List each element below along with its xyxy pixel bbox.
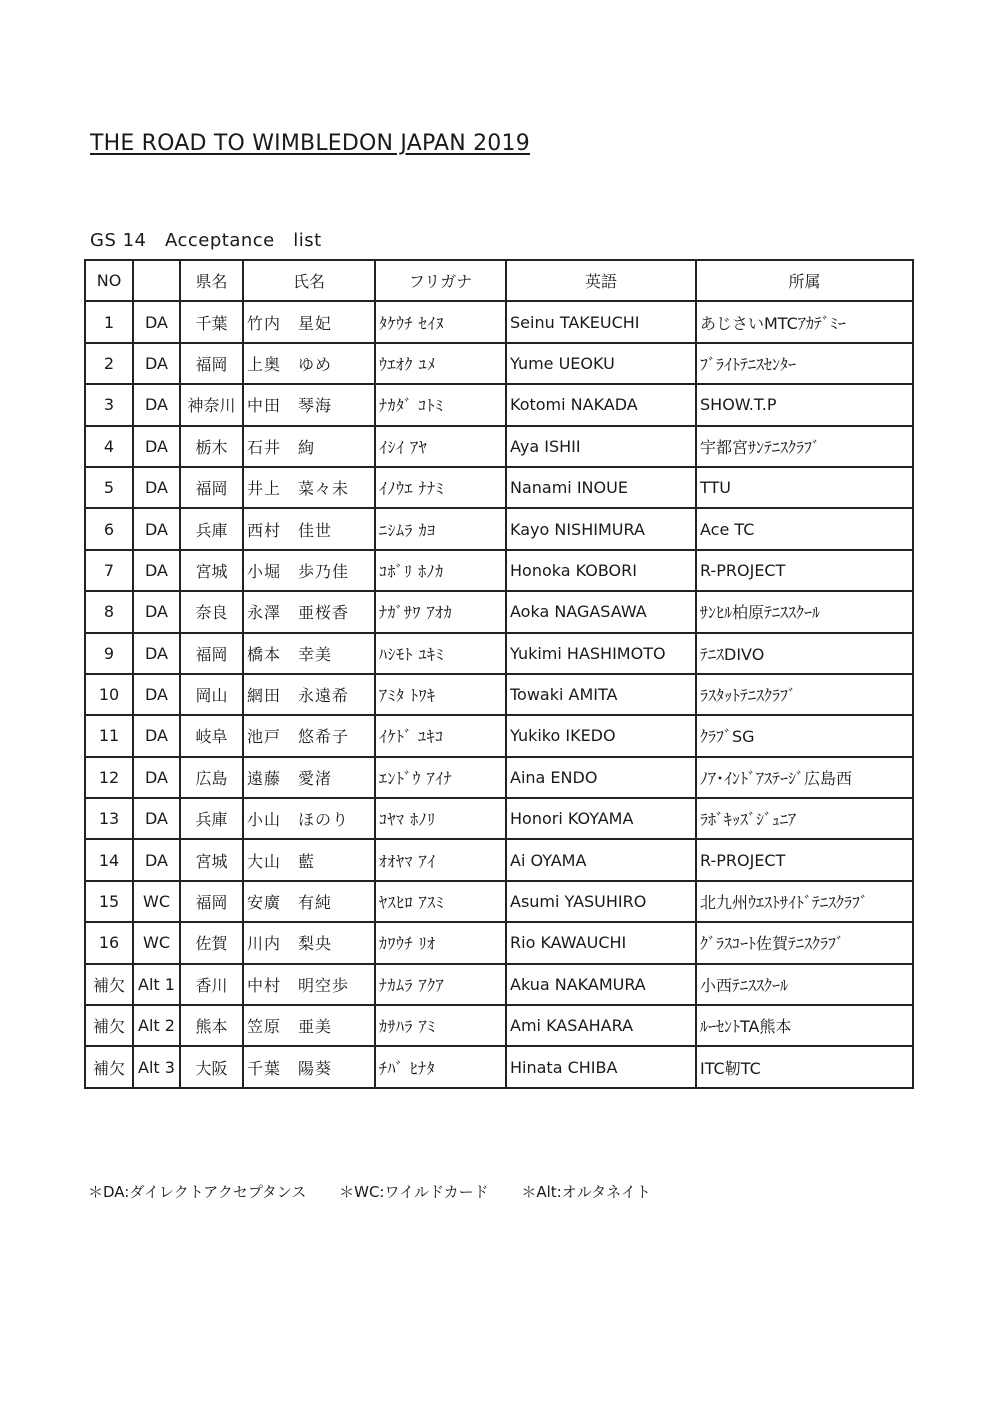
cell-club: R-PROJECT	[696, 550, 913, 591]
cell-type: DA	[133, 674, 180, 715]
cell-prefecture: 岡山	[180, 674, 243, 715]
cell-furigana: ﾅｶﾀﾞ ｺﾄﾐ	[375, 384, 506, 425]
cell-no: 1	[85, 301, 133, 342]
header-english: 英語	[506, 260, 696, 301]
cell-name: 遠藤 愛渚	[243, 757, 375, 798]
table-row	[85, 426, 913, 467]
cell-name: 橋本 幸美	[243, 633, 375, 674]
cell-club: ﾃﾆｽDIVO	[696, 633, 913, 674]
cell-type: DA	[133, 301, 180, 342]
cell-prefecture: 兵庫	[180, 798, 243, 839]
cell-no: 3	[85, 384, 133, 425]
cell-prefecture: 宮城	[180, 839, 243, 880]
cell-name: 井上 菜々未	[243, 467, 375, 508]
cell-furigana: ｲｹﾄﾞ ﾕｷｺ	[375, 715, 506, 756]
cell-english: Aina ENDO	[506, 757, 696, 798]
table-row	[85, 1046, 913, 1087]
cell-name: 安廣 有純	[243, 881, 375, 922]
cell-prefecture: 福岡	[180, 881, 243, 922]
acceptance-table	[84, 259, 914, 1089]
cell-no: 2	[85, 343, 133, 384]
cell-club: R-PROJECT	[696, 839, 913, 880]
page-title: THE ROAD TO WIMBLEDON JAPAN 2019	[90, 131, 530, 156]
cell-type: Alt 2	[133, 1005, 180, 1046]
table-row	[85, 839, 913, 880]
table-row	[85, 674, 913, 715]
cell-type: DA	[133, 426, 180, 467]
header-club: 所属	[696, 260, 913, 301]
cell-no: 15	[85, 881, 133, 922]
cell-furigana: ｲﾉｳｴ ﾅﾅﾐ	[375, 467, 506, 508]
cell-prefecture: 千葉	[180, 301, 243, 342]
cell-furigana: ﾁﾊﾞ ﾋﾅﾀ	[375, 1046, 506, 1087]
cell-english: Aoka NAGASAWA	[506, 591, 696, 632]
cell-prefecture: 熊本	[180, 1005, 243, 1046]
cell-type: DA	[133, 384, 180, 425]
cell-prefecture: 岐阜	[180, 715, 243, 756]
cell-club: ｻﾝﾋﾙ柏原ﾃﾆｽｽｸｰﾙ	[696, 591, 913, 632]
cell-furigana: ｺﾔﾏ ﾎﾉﾘ	[375, 798, 506, 839]
cell-name: 小堀 歩乃佳	[243, 550, 375, 591]
cell-english: Nanami INOUE	[506, 467, 696, 508]
cell-no: 16	[85, 922, 133, 963]
cell-type: Alt 1	[133, 964, 180, 1005]
cell-no: 補欠	[85, 1005, 133, 1046]
table-row	[85, 384, 913, 425]
cell-no: 14	[85, 839, 133, 880]
table-header-row	[85, 260, 913, 301]
cell-type: DA	[133, 591, 180, 632]
cell-no: 8	[85, 591, 133, 632]
cell-english: Seinu TAKEUCHI	[506, 301, 696, 342]
cell-type: DA	[133, 467, 180, 508]
cell-furigana: ｳｴｵｸ ﾕﾒ	[375, 343, 506, 384]
cell-furigana: ﾅｶﾞｻﾜ ｱｵｶ	[375, 591, 506, 632]
cell-name: 西村 佳世	[243, 508, 375, 549]
cell-name: 竹内 星妃	[243, 301, 375, 342]
cell-no: 補欠	[85, 964, 133, 1005]
cell-name: 笠原 亜美	[243, 1005, 375, 1046]
table-row	[85, 550, 913, 591]
cell-no: 6	[85, 508, 133, 549]
table-row	[85, 301, 913, 342]
cell-english: Yume UEOKU	[506, 343, 696, 384]
cell-club: ﾙｰｾﾝﾄTA熊本	[696, 1005, 913, 1046]
cell-no: 4	[85, 426, 133, 467]
cell-club: ITC靭TC	[696, 1046, 913, 1087]
cell-name: 中田 琴海	[243, 384, 375, 425]
cell-club: 小西ﾃﾆｽｽｸｰﾙ	[696, 964, 913, 1005]
cell-english: Yukiko IKEDO	[506, 715, 696, 756]
table-row	[85, 757, 913, 798]
cell-furigana: ﾔｽﾋﾛ ｱｽﾐ	[375, 881, 506, 922]
cell-type: DA	[133, 633, 180, 674]
cell-no: 9	[85, 633, 133, 674]
cell-prefecture: 福岡	[180, 633, 243, 674]
list-subtitle: GS 14 Acceptance list	[90, 230, 322, 251]
cell-prefecture: 香川	[180, 964, 243, 1005]
cell-english: Hinata CHIBA	[506, 1046, 696, 1087]
table-row	[85, 715, 913, 756]
cell-type: DA	[133, 508, 180, 549]
cell-club: 北九州ｳｴｽﾄｻｲﾄﾞﾃﾆｽｸﾗﾌﾞ	[696, 881, 913, 922]
cell-name: 網田 永遠希	[243, 674, 375, 715]
cell-club: ﾗﾎﾞｷｯｽﾞｼﾞｭﾆｱ	[696, 798, 913, 839]
cell-name: 中村 明空歩	[243, 964, 375, 1005]
cell-prefecture: 兵庫	[180, 508, 243, 549]
cell-furigana: ﾆｼﾑﾗ ｶﾖ	[375, 508, 506, 549]
table-body	[85, 301, 913, 1087]
cell-type: DA	[133, 550, 180, 591]
footer-note-da: ＊DA:ダイレクトアクセプタンス	[88, 1183, 307, 1201]
cell-english: Kotomi NAKADA	[506, 384, 696, 425]
cell-club: 宇都宮ｻﾝﾃﾆｽｸﾗﾌﾞ	[696, 426, 913, 467]
cell-club: SHOW.T.P	[696, 384, 913, 425]
table-row	[85, 922, 913, 963]
header-furigana: フリガナ	[375, 260, 506, 301]
cell-name: 千葉 陽葵	[243, 1046, 375, 1087]
cell-no: 補欠	[85, 1046, 133, 1087]
cell-english: Ai OYAMA	[506, 839, 696, 880]
cell-prefecture: 広島	[180, 757, 243, 798]
table-row	[85, 964, 913, 1005]
cell-club: あじさいMTCｱｶﾃﾞﾐｰ	[696, 301, 913, 342]
cell-name: 大山 藍	[243, 839, 375, 880]
cell-name: 池戸 悠希子	[243, 715, 375, 756]
cell-name: 永澤 亜桜香	[243, 591, 375, 632]
cell-furigana: ｴﾝﾄﾞｳ ｱｲﾅ	[375, 757, 506, 798]
cell-prefecture: 佐賀	[180, 922, 243, 963]
cell-type: DA	[133, 839, 180, 880]
cell-no: 5	[85, 467, 133, 508]
table-row	[85, 467, 913, 508]
cell-no: 7	[85, 550, 133, 591]
header-no: NO	[85, 260, 133, 301]
cell-english: Akua NAKAMURA	[506, 964, 696, 1005]
cell-no: 13	[85, 798, 133, 839]
table-row	[85, 1005, 913, 1046]
cell-type: DA	[133, 715, 180, 756]
cell-prefecture: 大阪	[180, 1046, 243, 1087]
footer-note-alt: ＊Alt:オルタネイト	[521, 1183, 651, 1201]
cell-english: Yukimi HASHIMOTO	[506, 633, 696, 674]
cell-name: 小山 ほのり	[243, 798, 375, 839]
cell-no: 10	[85, 674, 133, 715]
header-name: 氏名	[243, 260, 375, 301]
footer-notes	[88, 1181, 679, 1202]
cell-furigana: ﾅｶﾑﾗ ｱｸｱ	[375, 964, 506, 1005]
cell-english: Kayo NISHIMURA	[506, 508, 696, 549]
cell-name: 石井 絢	[243, 426, 375, 467]
cell-no: 11	[85, 715, 133, 756]
cell-type: WC	[133, 922, 180, 963]
cell-type: DA	[133, 798, 180, 839]
cell-type: WC	[133, 881, 180, 922]
cell-english: Rio KAWAUCHI	[506, 922, 696, 963]
cell-name: 上奥 ゆめ	[243, 343, 375, 384]
cell-furigana: ｵｵﾔﾏ ｱｲ	[375, 839, 506, 880]
cell-prefecture: 宮城	[180, 550, 243, 591]
cell-prefecture: 奈良	[180, 591, 243, 632]
table-row	[85, 343, 913, 384]
cell-furigana: ｺﾎﾞﾘ ﾎﾉｶ	[375, 550, 506, 591]
footer-note-wc: ＊WC:ワイルドカード	[339, 1183, 489, 1201]
cell-english: Honori KOYAMA	[506, 798, 696, 839]
cell-type: DA	[133, 343, 180, 384]
cell-furigana: ｲｼｲ ｱﾔ	[375, 426, 506, 467]
table-row	[85, 633, 913, 674]
cell-english: Asumi YASUHIRO	[506, 881, 696, 922]
cell-prefecture: 神奈川	[180, 384, 243, 425]
cell-furigana: ｶｻﾊﾗ ｱﾐ	[375, 1005, 506, 1046]
header-prefecture: 県名	[180, 260, 243, 301]
table-row	[85, 881, 913, 922]
cell-club: Ace TC	[696, 508, 913, 549]
cell-furigana: ﾀｹｳﾁ ｾｲﾇ	[375, 301, 506, 342]
cell-club: ｸﾞﾗｽｺｰﾄ佐賀ﾃﾆｽｸﾗﾌﾞ	[696, 922, 913, 963]
cell-english: Towaki AMITA	[506, 674, 696, 715]
table-row	[85, 508, 913, 549]
cell-prefecture: 福岡	[180, 343, 243, 384]
cell-english: Aya ISHII	[506, 426, 696, 467]
cell-club: ﾗｽﾀｯﾄﾃﾆｽｸﾗﾌﾞ	[696, 674, 913, 715]
cell-club: ﾉｱ･ｲﾝﾄﾞｱｽﾃｰｼﾞ広島西	[696, 757, 913, 798]
cell-prefecture: 福岡	[180, 467, 243, 508]
cell-no: 12	[85, 757, 133, 798]
cell-type: DA	[133, 757, 180, 798]
cell-club: TTU	[696, 467, 913, 508]
cell-furigana: ﾊｼﾓﾄ ﾕｷﾐ	[375, 633, 506, 674]
cell-furigana: ｱﾐﾀ ﾄﾜｷ	[375, 674, 506, 715]
table-row	[85, 798, 913, 839]
cell-name: 川内 梨央	[243, 922, 375, 963]
cell-english: Honoka KOBORI	[506, 550, 696, 591]
cell-furigana: ｶﾜｳﾁ ﾘｵ	[375, 922, 506, 963]
cell-prefecture: 栃木	[180, 426, 243, 467]
cell-english: Ami KASAHARA	[506, 1005, 696, 1046]
cell-club: ｸﾗﾌﾞSG	[696, 715, 913, 756]
cell-club: ﾌﾞﾗｲﾄﾃﾆｽｾﾝﾀｰ	[696, 343, 913, 384]
table-row	[85, 591, 913, 632]
header-type	[133, 260, 180, 301]
cell-type: Alt 3	[133, 1046, 180, 1087]
